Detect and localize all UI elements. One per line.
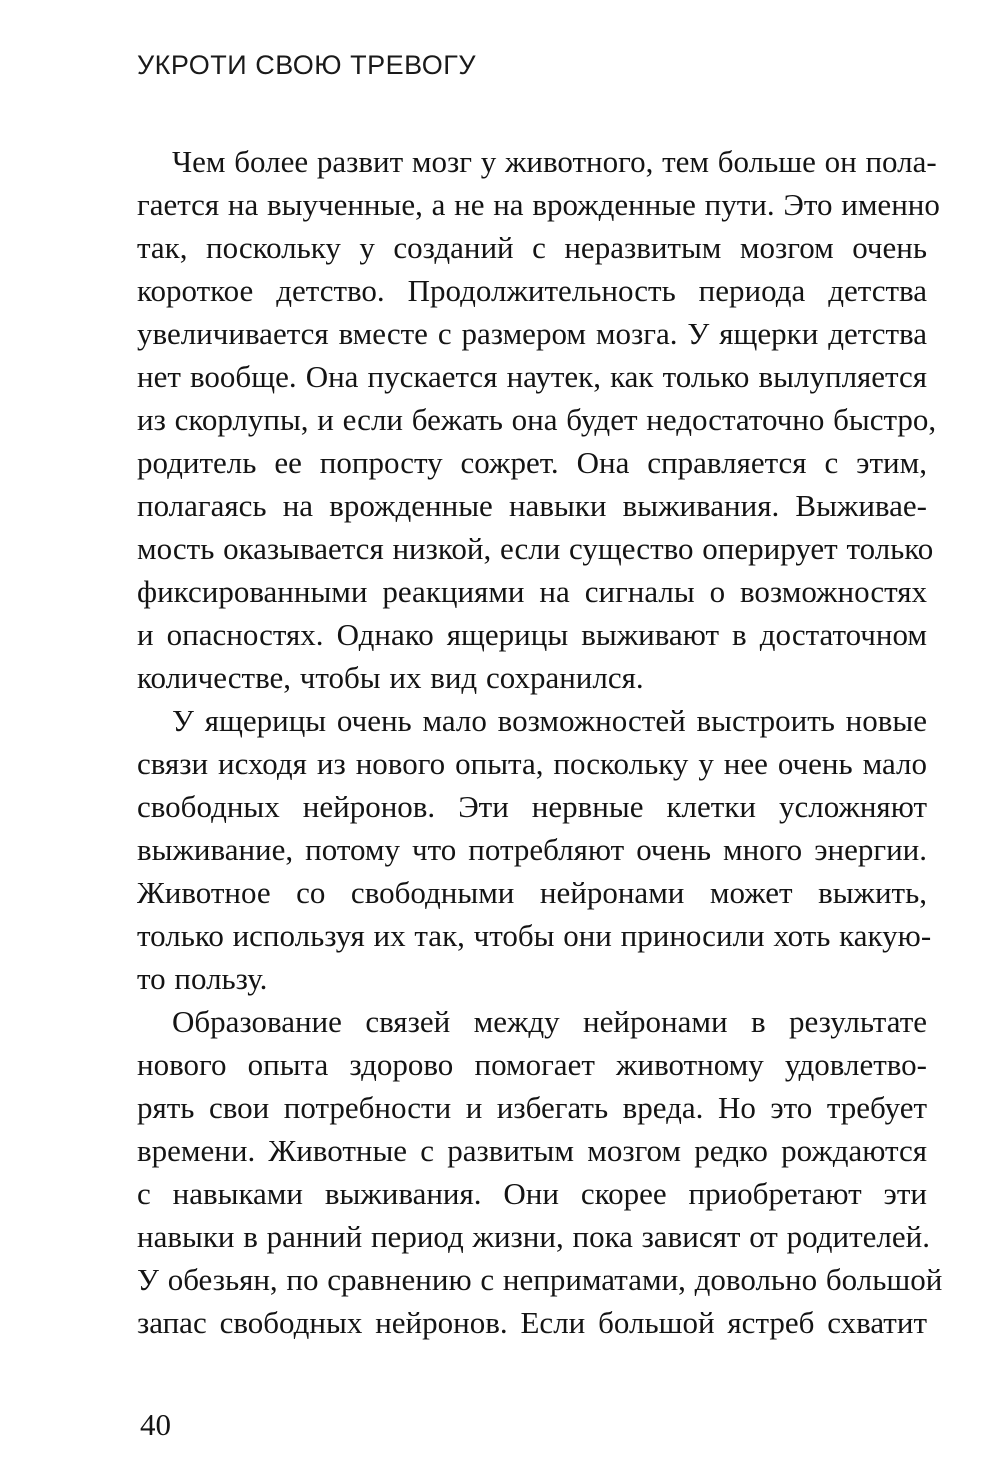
text-line: навыки в ранний период жизни, пока зависят от родителей. [137,1219,930,1254]
body-text [137,140,943,1344]
text-line: и опасностях. Однако ящерицы выживают в достаточном [137,617,927,652]
text-line: нового опыта здорово помогает животному удовлетво- [137,1047,927,1082]
paragraph-2 [137,699,932,1000]
text-line: рять свои потребности и избегать вреда. Но это требует [137,1090,927,1125]
text-line: Образование связей между нейронами в результате [172,1004,927,1039]
text-line: нет вообще. Она пускается наутек, как только вылупляется [137,359,927,394]
text-line: выживание, потому что потребляют очень много энергии. [137,832,927,867]
text-line: свободных нейронов. Эти нервные клетки усложняют [137,789,927,824]
text-line: так, поскольку у созданий с неразвитым мозгом очень [137,230,927,265]
text-line: из скорлупы, и если бежать она будет недостаточно быстро, [137,402,937,437]
text-line: связи исходя из нового опыта, поскольку у нее очень мало [137,746,927,781]
text-line: Чем более развит мозг у животного, тем больше он пола- [172,144,937,179]
paragraph-1 [137,140,940,699]
page-number: 40 [140,1407,171,1442]
paragraph-3 [137,1000,943,1344]
text-line: запас свободных нейронов. Если большой ястреб схватит [137,1305,927,1340]
text-line: фиксированными реакциями на сигналы о возможностях [137,574,927,609]
text-line: то пользу. [137,961,268,996]
text-line: родитель ее попросту сожрет. Она справляется с этим, [137,445,927,480]
text-line: полагаясь на врожденные навыки выживания. Выживае- [137,488,927,523]
text-line: времени. Животные с развитым мозгом редко рождаются [137,1133,927,1168]
text-line: Животное со свободными нейронами может выжить, [137,875,927,910]
text-line: мость оказывается низкой, если существо оперирует только [137,531,934,566]
text-line: У обезьян, по сравнению с неприматами, довольно большой [137,1262,943,1297]
running-head: УКРОТИ СВОЮ ТРЕВОГУ [137,50,476,80]
text-line: короткое детство. Продолжительность периода детства [137,273,927,308]
text-line: увеличивается вместе с размером мозга. У ящерки детства [137,316,927,351]
text-line: количестве, чтобы их вид сохранился. [137,660,644,695]
text-line: только используя их так, чтобы они приносили хоть какую- [137,918,932,953]
text-line: У ящерицы очень мало возможностей выстроить новые [172,703,927,738]
text-line: гается на выученные, а не на врожденные пути. Это именно [137,187,940,222]
text-line: с навыками выживания. Они скорее приобретают эти [137,1176,927,1211]
